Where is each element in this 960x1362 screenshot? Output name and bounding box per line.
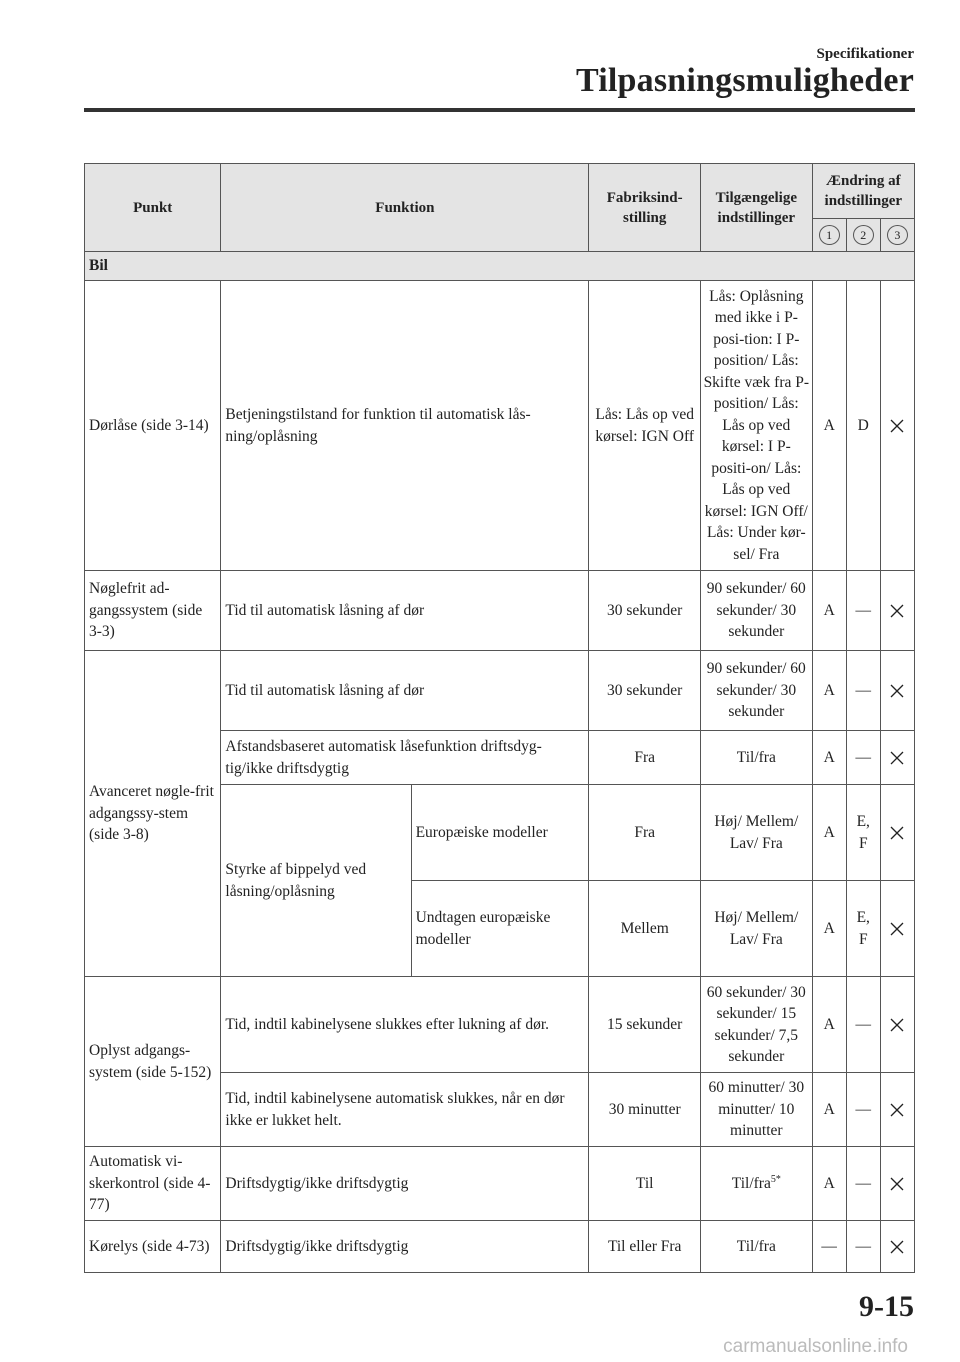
cell-method-1: A: [812, 1073, 846, 1147]
cell-tilg: 60 minutter/ 30 minutter/ 10 minutter: [701, 1073, 813, 1147]
cell-fabrik: 30 sekunder: [589, 651, 701, 731]
cell-punkt: Kørelys (side 4-73): [85, 1221, 221, 1273]
section-label: Specifikationer: [816, 46, 914, 62]
cell-method-2: —: [846, 1073, 880, 1147]
cross-icon: [890, 751, 904, 765]
cell-funktion: Betjeningstilstand for funktion til automatisk lås-ning/oplåsning: [221, 281, 589, 571]
col-header-aendring: Ændring af indstillinger: [812, 164, 914, 219]
cell-method-2: E, F: [846, 881, 880, 977]
cell-fabrik: Til: [589, 1147, 701, 1221]
cell-method-2: D: [846, 281, 880, 571]
col-header-fabrik: Fabriksind-stilling: [589, 164, 701, 252]
cell-method-1: A: [812, 1147, 846, 1221]
cell-tilg: [701, 1147, 813, 1221]
section-row: [85, 252, 915, 281]
cell-subcategory: Undtagen europæiske modeller: [411, 881, 589, 977]
cross-icon: [890, 684, 904, 698]
cell-fabrik: Til eller Fra: [589, 1221, 701, 1273]
cell-method-2: —: [846, 571, 880, 651]
cell-method-2: —: [846, 1147, 880, 1221]
cell-method-3: [880, 977, 914, 1073]
cell-funktion: Tid til automatisk låsning af dør: [221, 651, 589, 731]
col-header-funktion: Funktion: [221, 164, 589, 252]
method-1-icon: 1: [812, 219, 846, 252]
cell-funktion: Tid, indtil kabinelysene slukkes efter lukning af dør.: [221, 977, 589, 1073]
cell-funktion: Tid, indtil kabinelysene automatisk slukkes, når en dør ikke er lukket helt.: [221, 1073, 589, 1147]
cell-method-3: [880, 571, 914, 651]
method-3-icon: 3: [880, 219, 914, 252]
cross-icon: [890, 1240, 904, 1254]
cell-fabrik: 15 sekunder: [589, 977, 701, 1073]
cell-funktion: Driftsdygtig/ikke driftsdygtig: [221, 1147, 589, 1221]
cell-tilg: Til/fra: [701, 1221, 813, 1273]
cell-funktion: Styrke af bippelyd ved låsning/oplåsning: [221, 785, 411, 977]
header-rule: [84, 108, 915, 112]
watermark: carmanualsonline.info: [723, 1336, 908, 1357]
cell-punkt: Oplyst adgangs-system (side 5-152): [85, 977, 221, 1147]
page-number: 9-15: [859, 1290, 914, 1323]
cell-fabrik: 30 sekunder: [589, 571, 701, 651]
col-header-punkt: Punkt: [85, 164, 221, 252]
cell-tilg: 60 sekunder/ 30 sekunder/ 15 sekunder/ 7,5 sekunder: [701, 977, 813, 1073]
cell-method-2: E, F: [846, 785, 880, 881]
method-2-icon: 2: [846, 219, 880, 252]
cell-method-3: [880, 881, 914, 977]
cell-fabrik: Fra: [589, 785, 701, 881]
cell-method-1: A: [812, 731, 846, 785]
tilg-text: Til/fra: [731, 1174, 771, 1192]
cell-tilg: Lås: Oplåsning med ikke i P-posi-tion: I P-position/ Lås: Skifte væk fra P-position/ Lås: Lås op ved kørsel: I P-positi-on/ Lås: Lås op ved kørsel: IGN Off/ Lås: Under kør-sel/ Fra: [701, 281, 813, 571]
cell-tilg: 90 sekunder/ 60 sekunder/ 30 sekunder: [701, 651, 813, 731]
col-header-tilg: Tilgængelige indstillinger: [701, 164, 813, 252]
cross-icon: [890, 419, 904, 433]
cell-method-1: A: [812, 785, 846, 881]
cell-fabrik: Mellem: [589, 881, 701, 977]
cell-fabrik: Fra: [589, 731, 701, 785]
customization-table: [84, 163, 915, 1273]
cross-icon: [890, 1103, 904, 1117]
cell-punkt: Avanceret nøgle-frit adgangssy-stem (side 3-8): [85, 651, 221, 977]
cell-method-1: A: [812, 281, 846, 571]
cell-method-1: A: [812, 881, 846, 977]
cell-method-3: [880, 651, 914, 731]
cell-method-1: A: [812, 977, 846, 1073]
cross-icon: [890, 922, 904, 936]
cell-fabrik: Lås: Lås op ved kørsel: IGN Off: [589, 281, 701, 571]
cell-method-2: —: [846, 977, 880, 1073]
cell-punkt: Automatisk vi-skerkontrol (side 4-77): [85, 1147, 221, 1221]
cell-method-2: —: [846, 651, 880, 731]
cell-punkt: Nøglefrit ad-gangssystem (side 3-3): [85, 571, 221, 651]
cell-tilg: Høj/ Mellem/ Lav/ Fra: [701, 881, 813, 977]
table-row: [85, 977, 915, 1073]
cell-funktion: Driftsdygtig/ikke driftsdygtig: [221, 1221, 589, 1273]
cell-method-3: [880, 281, 914, 571]
cross-icon: [890, 604, 904, 618]
cell-subcategory: Europæiske modeller: [411, 785, 589, 881]
cell-method-2: —: [846, 731, 880, 785]
table-row: [85, 281, 915, 571]
cell-method-3: [880, 1221, 914, 1273]
cross-icon: [890, 1018, 904, 1032]
cell-fabrik: 30 minutter: [589, 1073, 701, 1147]
cell-funktion: Afstandsbaseret automatisk låsefunktion driftsdyg-tig/ikke driftsdygtig: [221, 731, 589, 785]
page-title: Tilpasningsmuligheder: [575, 62, 914, 99]
cell-punkt: Dørlåse (side 3-14): [85, 281, 221, 571]
cross-icon: [890, 1177, 904, 1191]
cell-tilg: Til/fra: [701, 731, 813, 785]
cell-method-1: A: [812, 571, 846, 651]
cell-funktion: Tid til automatisk låsning af dør: [221, 571, 589, 651]
cell-tilg: Høj/ Mellem/ Lav/ Fra: [701, 785, 813, 881]
table-row: [85, 1147, 915, 1221]
cross-icon: [890, 826, 904, 840]
section-label-bil: Bil: [85, 252, 915, 281]
cell-method-2: —: [846, 1221, 880, 1273]
cell-method-3: [880, 785, 914, 881]
cell-method-1: A: [812, 651, 846, 731]
table-row: [85, 1221, 915, 1273]
footnote-marker: 5*: [770, 1173, 781, 1185]
cell-method-3: [880, 1147, 914, 1221]
table-row: [85, 651, 915, 731]
table-row: [85, 571, 915, 651]
cell-method-3: [880, 731, 914, 785]
cell-method-1: —: [812, 1221, 846, 1273]
cell-tilg: 90 sekunder/ 60 sekunder/ 30 sekunder: [701, 571, 813, 651]
table-header-row: [85, 164, 915, 219]
cell-method-3: [880, 1073, 914, 1147]
